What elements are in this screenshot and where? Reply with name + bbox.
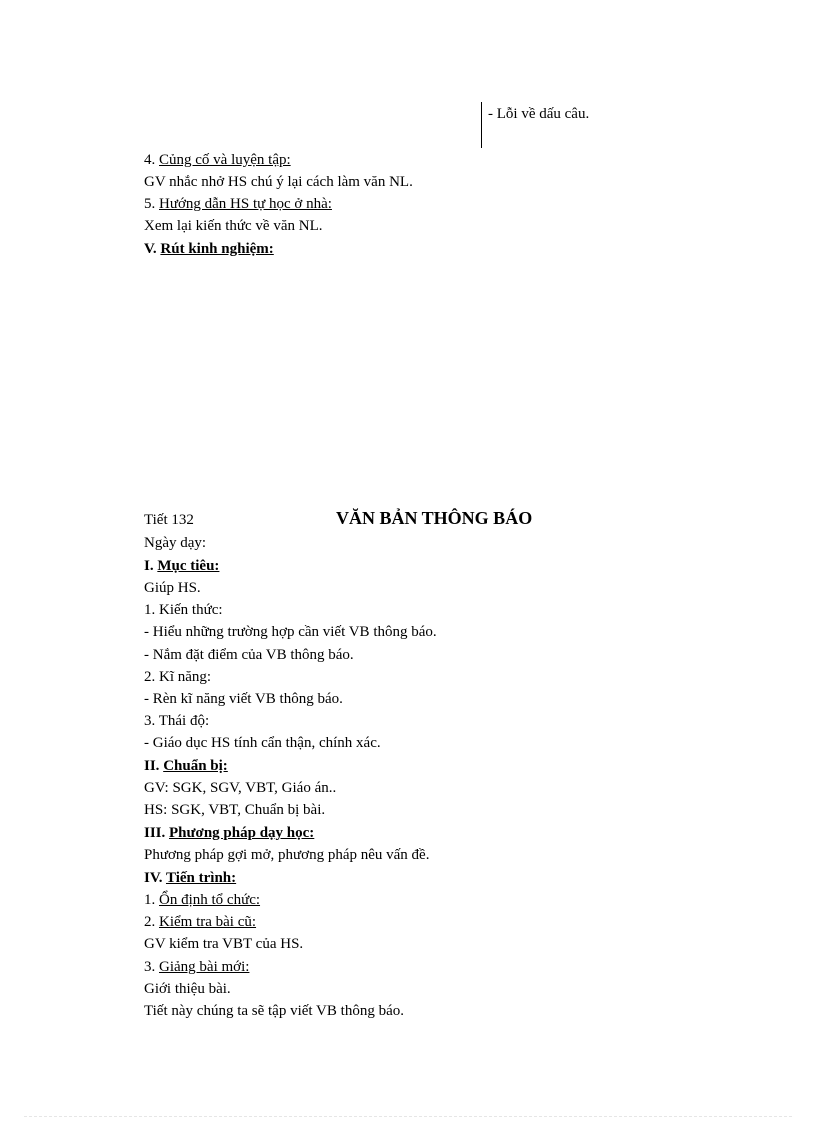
homework-text: Xem lại kiến thức về văn NL. [144,218,323,234]
introduction: Giới thiệu bài. [144,981,231,997]
check-text: GV kiểm tra VBT của HS. [144,936,304,952]
attitude-heading: 3. Thái độ: [144,713,210,729]
homework-heading: 5. Hướng dẫn HS tự học ở nhà: [144,196,332,212]
organization-heading: 1. Ổn định tổ chức: [144,892,261,908]
process-heading: IV. Tiến trình: [144,870,237,886]
preparation-heading: II. Chuẩn bị: [144,758,228,774]
introduction-text: Tiết này chúng ta sẽ tập viết VB thông báo. [144,1003,404,1019]
attitude-item: - Giáo dục HS tính cẩn thận, chính xác. [144,735,381,751]
lesson-period: Tiết 132 [144,512,194,528]
error-item: - Lỗi về dấu câu. [488,106,590,122]
page-bottom-rule [24,1116,792,1117]
lesson-title: VĂN BẢN THÔNG BÁO [336,508,533,528]
objectives-heading: I. Mục tiêu: [144,558,220,574]
teaching-date: Ngày dạy: [144,535,207,551]
knowledge-item: - Nắm đặt điểm của VB thông báo. [144,647,354,663]
new-lesson-heading: 3. Giảng bài mới: [144,959,250,975]
preparation-teacher: GV: SGK, SGV, VBT, Giáo án.. [144,780,337,796]
skills-heading: 2. Kĩ năng: [144,669,212,685]
consolidate-text: GV nhắc nhở HS chú ý lại cách làm văn NL. [144,174,413,190]
check-heading: 2. Kiểm tra bài cũ: [144,914,257,930]
experience-heading: V. Rút kinh nghiệm: [144,241,274,257]
table-cell-fragment [481,102,589,148]
preparation-student: HS: SGK, VBT, Chuẩn bị bài. [144,802,326,818]
consolidate-heading: 4. Củng cố và luyện tập: [144,152,291,168]
knowledge-item: - Hiểu những trường hợp cần viết VB thông báo. [144,624,437,640]
methods-text: Phương pháp gợi mở, phương pháp nêu vấn đề. [144,847,430,863]
methods-heading: III. Phương pháp dạy học: [144,825,315,841]
knowledge-heading: 1. Kiến thức: [144,602,223,618]
help-text: Giúp HS. [144,580,201,596]
skills-item: - Rèn kĩ năng viết VB thông báo. [144,691,343,707]
